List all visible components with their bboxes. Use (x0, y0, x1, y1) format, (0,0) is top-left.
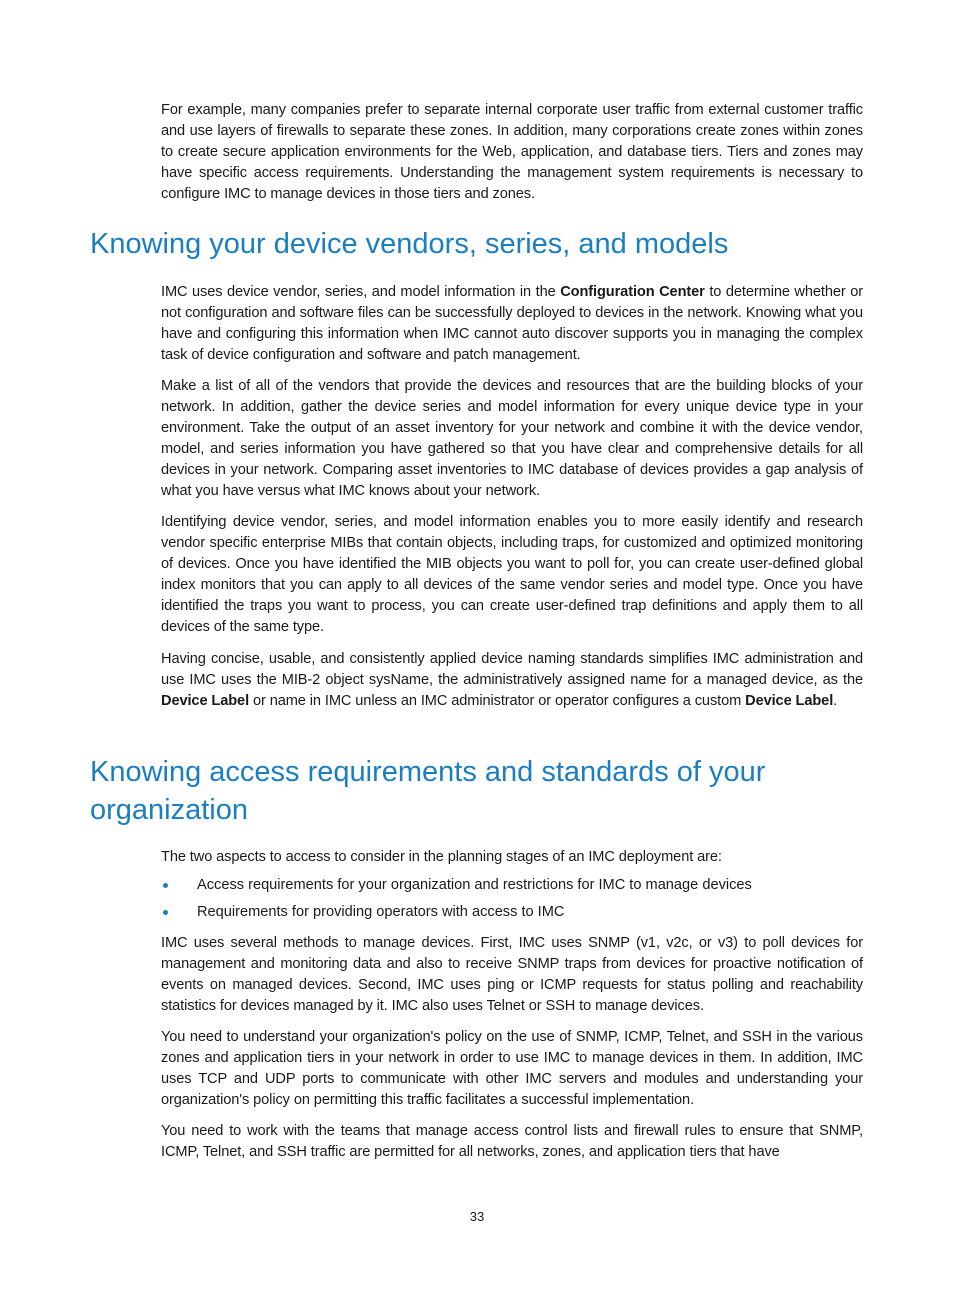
text-run: IMC uses device vendor, series, and model information in the (161, 284, 561, 300)
text-run: to determine whether or not configuration and software files can be successfully deployed to devices in the network. Knowing what you have and configuring this information when IMC cannot auto discover supports you in managing the complex task of device configuration and software and patch management. (161, 284, 864, 364)
list-item-text: Requirements for providing operators with access to IMC (197, 904, 565, 920)
heading-line: Knowing access requirements and standards of your (90, 756, 766, 788)
bold-device-label: Device Label (745, 693, 834, 710)
intro-paragraph: For example, many companies prefer to separate internal corporate user traffic from external customer traffic and use layers of firewalls to separate these zones. In addition, many corporations create zones within zones to create secure application environments for the Web, application, and database tiers. Tiers and zones may have specific access requirements. Understanding the management system requirements is necessary to configure IMC to manage devices in those tiers and zones. (161, 102, 863, 203)
access-paragraph-1: IMC uses several methods to manage devices. First, IMC uses SNMP (v1, v2c, or v3) to poll devices for management and monitoring data and also to receive SNMP traps from devices for proactive notification of events on managed devices. Second, IMC uses ping or ICMP requests for status polling and reachability statistics for devices managed by it. IMC also uses Telnet or SSH to manage devices. (161, 935, 863, 1015)
heading-line: organization (90, 794, 248, 826)
vendors-paragraph-4 (161, 649, 863, 712)
list-item-text: Access requirements for your organization and restrictions for IMC to manage devices (197, 877, 752, 893)
text-run: . (833, 693, 838, 710)
bullet-icon (163, 883, 168, 888)
list-item (161, 902, 863, 929)
section-heading-device-vendors: Knowing your device vendors, series, and models (90, 228, 729, 260)
page-number: 33 (469, 1209, 485, 1224)
bold-device-label: Device Label (161, 693, 250, 710)
access-paragraph-3: You need to work with the teams that manage access control lists and firewall rules to ensure that SNMP, ICMP, Telnet, and SSH traffic are permitted for all networks, zones, and application tiers that have (161, 1123, 863, 1161)
vendors-paragraph-3: Identifying device vendor, series, and model information enables you to more easily identify and research vendor specific enterprise MIBs that contain objects, including traps, for customized and optimized monitoring of devices. Once you have identified the MIB objects you want to poll for, you can create user-defined global index monitors that you can apply to all devices of the same vendor series and model type. Once you have identified the traps you want to process, you can create user-defined trap definitions and apply them to all devices of the same type. (161, 514, 863, 636)
bold-configuration-center: Configuration Center (560, 284, 705, 300)
bullet-icon (163, 910, 168, 915)
access-aspects-list (161, 875, 863, 929)
access-paragraph-2: You need to understand your organization's policy on the use of SNMP, ICMP, Telnet, and SSH in the various zones and application tiers in your network in order to use IMC to manage devices in them. In addition, IMC uses TCP and UDP ports to communicate with other IMC servers and modules and understanding your organization's policy on permitting this traffic facilitates a successful implementation. (161, 1029, 863, 1109)
vendors-paragraph-1 (161, 282, 863, 366)
text-run: Having concise, usable, and consistently applied device naming standards simplifies IMC administration and use IMC uses the MIB-2 object sysName, the administratively assigned name for a managed device, as the (161, 651, 863, 689)
section-heading-access-requirements (90, 753, 870, 829)
vendors-paragraph-2: Make a list of all of the vendors that provide the devices and resources that are the building blocks of your network. In addition, gather the device series and model information for every unique device type in your environment. Take the output of an asset inventory for your network and combine it with the device vendor, model, and series information you have gathered so that you have clear and comprehensive details for all devices in your network. Comparing asset inventories to IMC database of devices provides a gap analysis of what you have versus what IMC knows about your network. (161, 378, 863, 500)
list-item (161, 875, 863, 902)
text-run: or name in IMC unless an IMC administrator or operator configures a custom (249, 693, 746, 710)
access-lead-paragraph: The two aspects to access to consider in the planning stages of an IMC deployment are: (161, 849, 722, 865)
